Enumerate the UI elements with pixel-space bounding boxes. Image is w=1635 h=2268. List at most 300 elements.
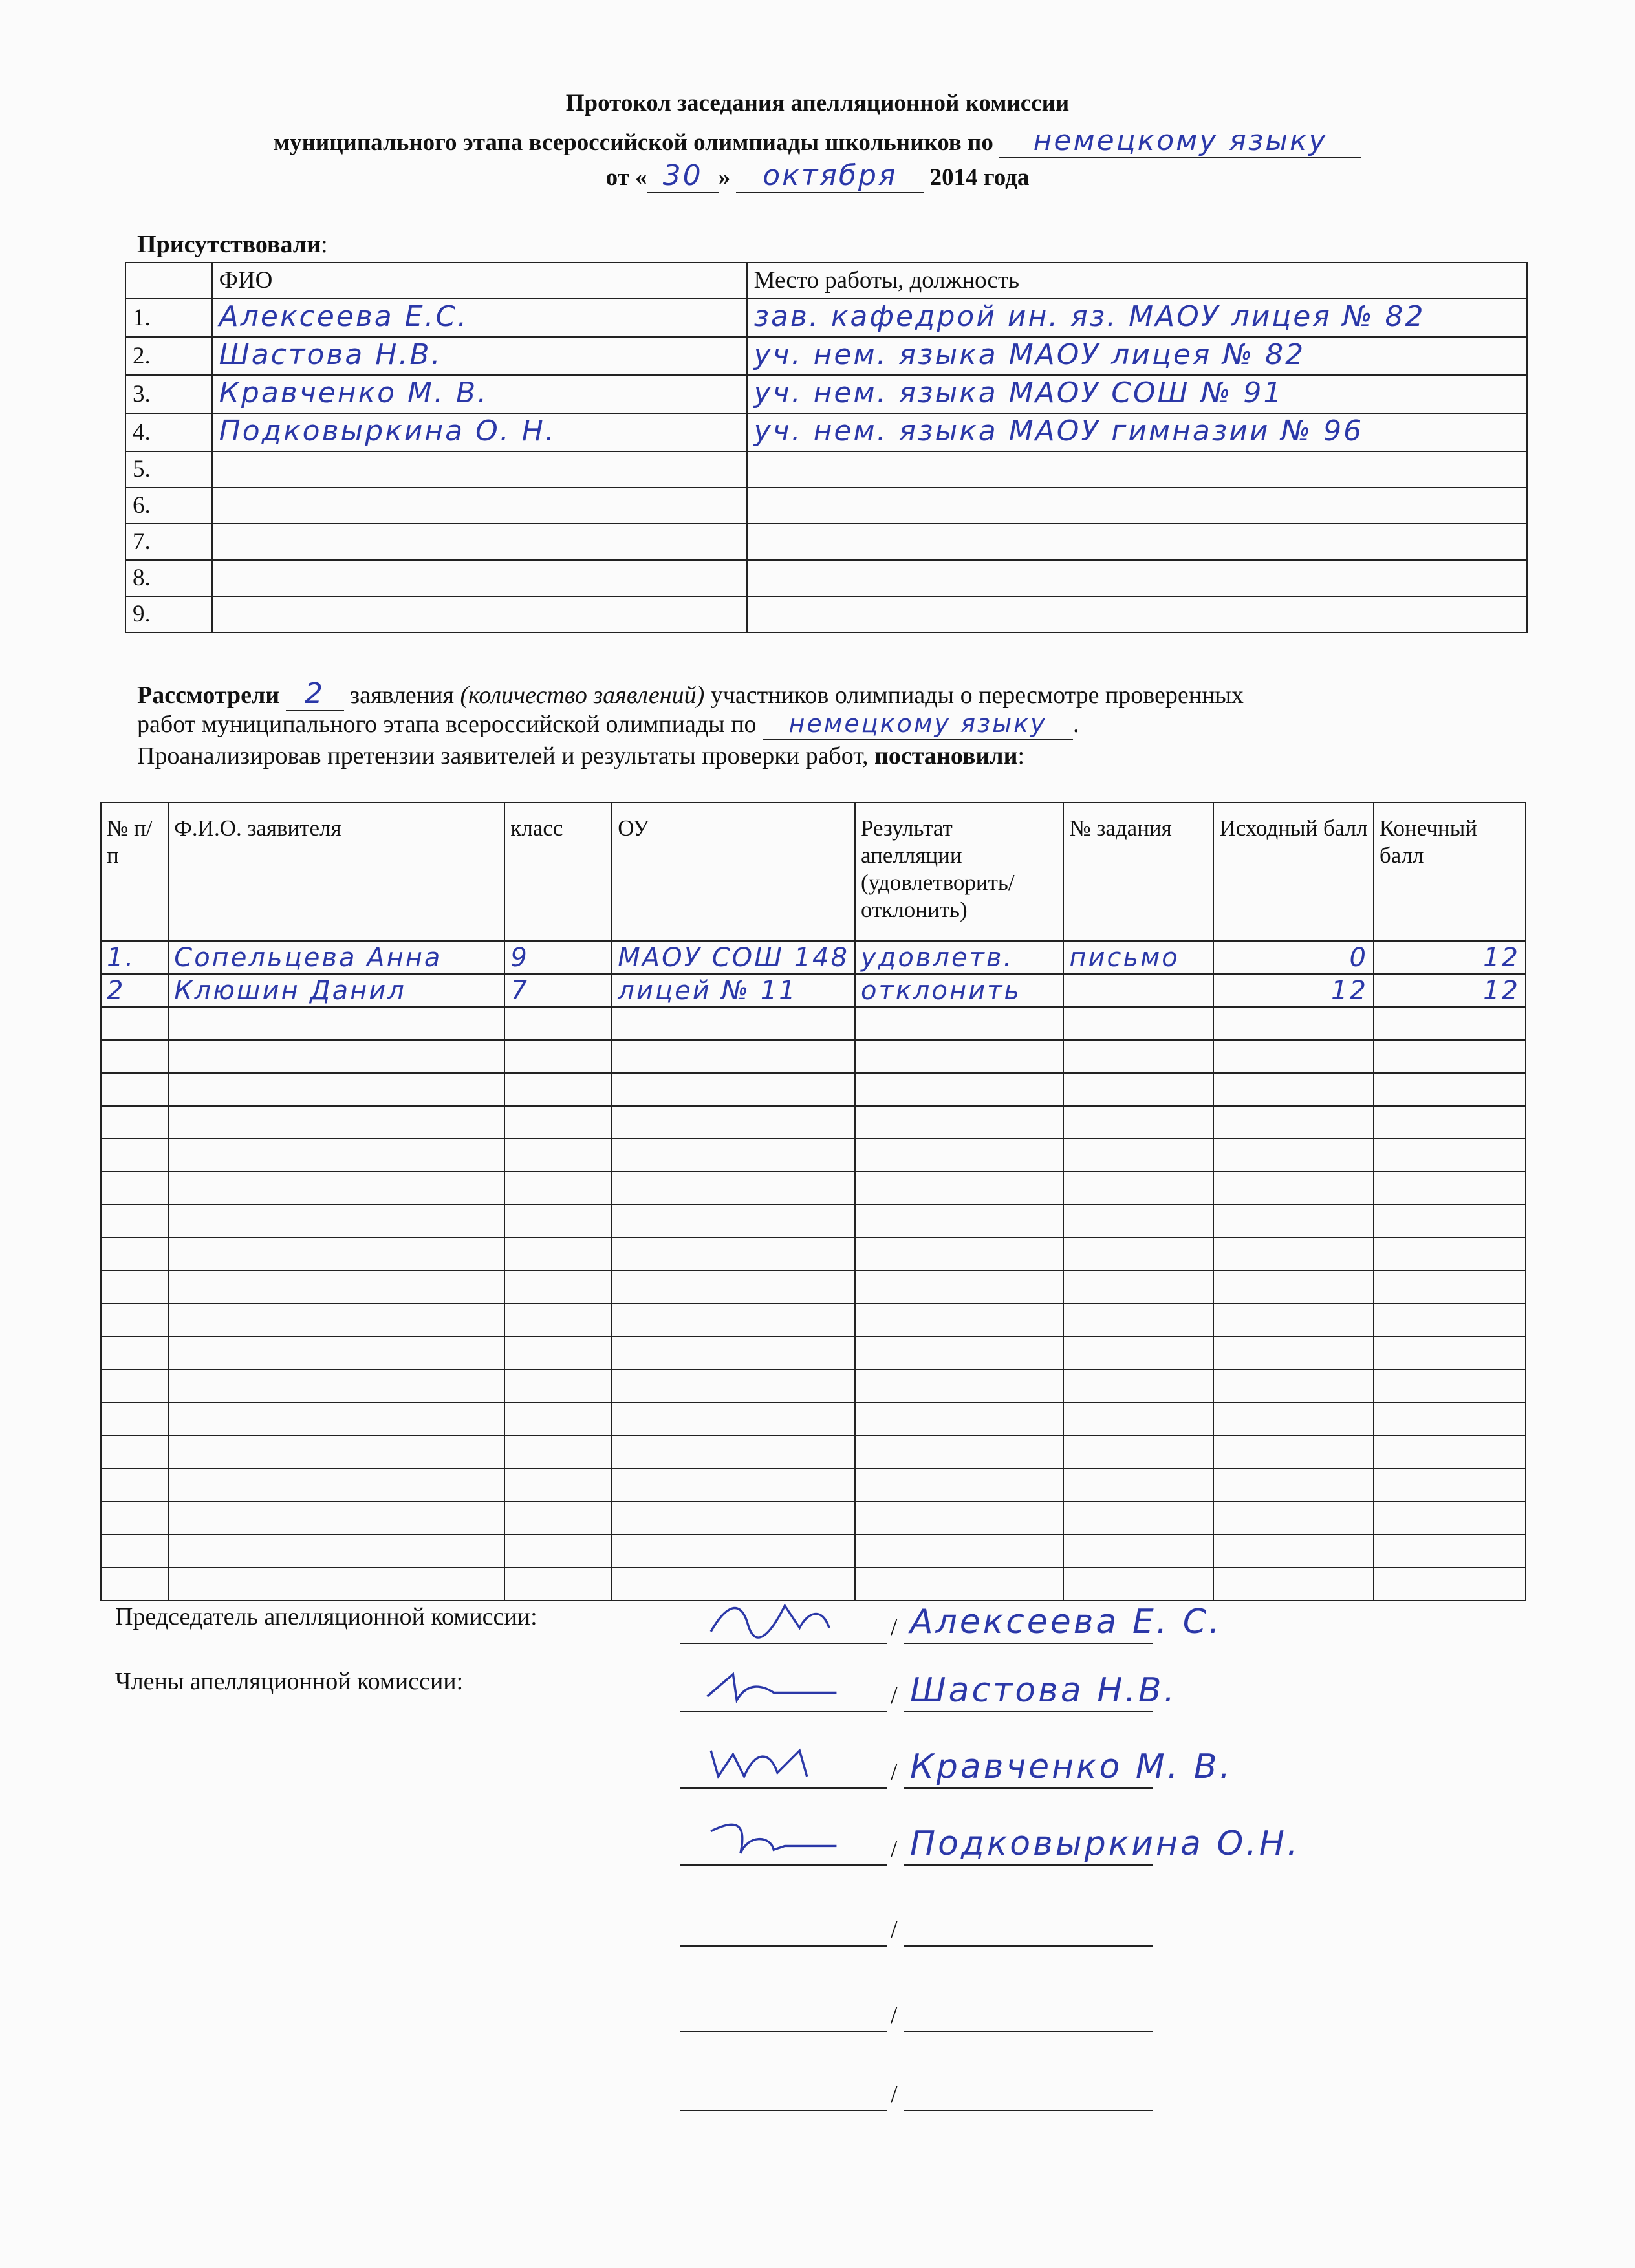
- result-num-cell: [101, 1502, 168, 1535]
- signature-slash: /: [891, 1682, 898, 1709]
- result-task-cell: [1063, 1172, 1213, 1205]
- result-fio-cell: [168, 1271, 504, 1304]
- considered-text-2-end: .: [1073, 711, 1079, 738]
- signature-row: [680, 1744, 1233, 1789]
- result-grade-cell: [504, 1502, 612, 1535]
- result-num-cell: [101, 1040, 168, 1073]
- attendee-work: [747, 451, 1527, 488]
- result-num-handwritten: 1.: [107, 942, 136, 973]
- attendee-row: [125, 375, 1527, 413]
- signature-slash: /: [891, 1835, 898, 1863]
- attendee-num: 2.: [125, 337, 212, 375]
- considered-text-a: заявления: [350, 682, 454, 709]
- attendee-fio: [212, 451, 747, 488]
- result-result-cell: [855, 1403, 1063, 1436]
- result-task-cell: [1063, 1568, 1213, 1601]
- result-final-cell: [1374, 1271, 1526, 1304]
- result-task-cell: [1063, 941, 1213, 974]
- result-initial-cell: [1213, 1139, 1373, 1172]
- result-task-cell: [1063, 1271, 1213, 1304]
- result-num-cell: [101, 1469, 168, 1502]
- result-grade-cell: [504, 1073, 612, 1106]
- signature-slash: /: [891, 1758, 898, 1786]
- signature-name-line: [904, 1597, 1222, 1644]
- result-fio-cell: [168, 1403, 504, 1436]
- result-result-cell: [855, 1568, 1063, 1601]
- attendees-header-work: Место работы, должность: [747, 263, 1527, 299]
- result-row: [101, 1073, 1526, 1106]
- result-school-handwritten: МАОУ СОШ 148: [618, 942, 849, 973]
- result-fio-cell: [168, 1304, 504, 1337]
- result-result-cell: [855, 1469, 1063, 1502]
- attendee-fio: [212, 337, 747, 375]
- result-initial-handwritten: 12: [1331, 975, 1368, 1006]
- attendee-num: 7.: [125, 524, 212, 560]
- results-header-fio: Ф.И.О. заявителя: [168, 803, 504, 941]
- considered-text-b: (количество заявлений): [460, 682, 705, 709]
- signature-name-line: [904, 1819, 1301, 1866]
- result-fio-cell: [168, 1106, 504, 1139]
- result-final-cell: [1374, 1139, 1526, 1172]
- attendee-row: [125, 451, 1527, 488]
- result-task-cell: [1063, 1007, 1213, 1040]
- subtitle-text: муниципального этапа всероссийской олимпиады школьников по: [273, 129, 993, 156]
- attendee-fio: [212, 488, 747, 524]
- attendee-row: [125, 596, 1527, 632]
- result-school-cell: [612, 1436, 855, 1469]
- result-row: [101, 1205, 1526, 1238]
- result-task-cell: [1063, 1106, 1213, 1139]
- attendee-work: [747, 560, 1527, 596]
- result-initial-cell: [1213, 1436, 1373, 1469]
- subject-field: [999, 124, 1361, 158]
- result-school-cell: [612, 974, 855, 1007]
- attendee-work: [747, 524, 1527, 560]
- month-handwritten: октября: [763, 159, 898, 192]
- result-task-cell: [1063, 1535, 1213, 1568]
- result-fio-cell: [168, 1040, 504, 1073]
- result-result-cell: [855, 1304, 1063, 1337]
- result-grade-cell: [504, 1436, 612, 1469]
- result-result-cell: [855, 1040, 1063, 1073]
- result-num-cell: [101, 974, 168, 1007]
- attendee-work: [747, 413, 1527, 451]
- attendee-fio: [212, 299, 747, 337]
- attendee-num: 1.: [125, 299, 212, 337]
- result-task-cell: [1063, 1073, 1213, 1106]
- result-initial-cell: [1213, 1337, 1373, 1370]
- result-final-cell: [1374, 1238, 1526, 1271]
- result-school-cell: [612, 941, 855, 974]
- signature-line: [680, 1666, 887, 1712]
- result-row: [101, 1337, 1526, 1370]
- result-num-cell: [101, 1238, 168, 1271]
- result-final-cell: [1374, 1304, 1526, 1337]
- attendee-work-handwritten: уч. нем. языка МАОУ гимназии № 96: [753, 415, 1364, 448]
- signature-row: [680, 1820, 1301, 1866]
- attendee-fio-handwritten: Кравченко М. В.: [219, 376, 489, 409]
- result-final-cell: [1374, 941, 1526, 974]
- result-initial-cell: [1213, 1370, 1373, 1403]
- attendee-row: [125, 524, 1527, 560]
- considered-line1: [137, 677, 1244, 711]
- signature-slash: /: [891, 2081, 898, 2108]
- attendees-table: [125, 262, 1528, 633]
- signature-name-line: [904, 2065, 1153, 2111]
- signature-name-line: [904, 1900, 1153, 1947]
- result-num-cell: [101, 1535, 168, 1568]
- result-task-cell: [1063, 1304, 1213, 1337]
- result-school-cell: [612, 1040, 855, 1073]
- result-num-cell: [101, 1304, 168, 1337]
- result-row: [101, 1535, 1526, 1568]
- attendee-work-handwritten: уч. нем. языка МАОУ лицея № 82: [753, 338, 1306, 371]
- result-final-cell: [1374, 1040, 1526, 1073]
- result-grade-cell: [504, 1040, 612, 1073]
- signature-row: [680, 2066, 1153, 2111]
- considered-text-2: работ муниципального этапа всероссийской олимпиады по: [137, 711, 757, 738]
- result-result-cell: [855, 1535, 1063, 1568]
- result-num-cell: [101, 1172, 168, 1205]
- result-num-cell: [101, 1337, 168, 1370]
- resolved-bold: постановили: [874, 742, 1018, 770]
- subject-handwritten: немецкому языку: [1033, 124, 1328, 157]
- result-initial-cell: [1213, 1271, 1373, 1304]
- result-num-handwritten: 2: [107, 975, 125, 1006]
- result-initial-cell: [1213, 1172, 1373, 1205]
- result-initial-cell: [1213, 1535, 1373, 1568]
- attendee-fio: [212, 596, 747, 632]
- result-row: [101, 1172, 1526, 1205]
- result-fio-cell: [168, 1436, 504, 1469]
- results-header-school: ОУ: [612, 803, 855, 941]
- result-task-cell: [1063, 1403, 1213, 1436]
- signature-line: [680, 1597, 887, 1644]
- result-row: [101, 1304, 1526, 1337]
- signature-name-handwritten: Кравченко М. В.: [910, 1747, 1233, 1786]
- result-school-cell: [612, 1205, 855, 1238]
- result-row: [101, 1007, 1526, 1040]
- result-grade-cell: [504, 1337, 612, 1370]
- signature-slash: /: [891, 1614, 898, 1641]
- result-result-cell: [855, 1436, 1063, 1469]
- result-num-cell: [101, 1403, 168, 1436]
- result-result-handwritten: удовлетв.: [861, 942, 1014, 973]
- result-final-handwritten: 12: [1483, 975, 1520, 1006]
- protocol-title: Протокол заседания апелляционной комиссии: [565, 90, 1070, 116]
- result-final-cell: [1374, 1502, 1526, 1535]
- results-table: [100, 802, 1526, 1601]
- signature-name-handwritten: Подковыркина О.Н.: [910, 1824, 1301, 1863]
- protocol-subtitle: [0, 124, 1635, 158]
- result-school-handwritten: лицей № 11: [618, 975, 797, 1006]
- result-school-cell: [612, 1238, 855, 1271]
- result-final-cell: [1374, 1370, 1526, 1403]
- attendee-fio-handwritten: Алексеева Е.С.: [219, 300, 469, 333]
- month-field: [736, 159, 924, 193]
- result-initial-cell: [1213, 1238, 1373, 1271]
- attendee-row: [125, 337, 1527, 375]
- result-final-cell: [1374, 1403, 1526, 1436]
- signature-line: [680, 1900, 887, 1947]
- result-final-cell: [1374, 1337, 1526, 1370]
- result-row: [101, 1238, 1526, 1271]
- result-result-cell: [855, 1139, 1063, 1172]
- signature-scribble-icon: [693, 1591, 861, 1643]
- result-fio-cell: [168, 1469, 504, 1502]
- result-result-cell: [855, 1502, 1063, 1535]
- result-result-cell: [855, 941, 1063, 974]
- result-final-handwritten: 12: [1483, 942, 1520, 973]
- results-header-num: № п/п: [101, 803, 168, 941]
- attendees-header-num: [125, 263, 212, 299]
- result-grade-handwritten: 9: [510, 942, 529, 973]
- attendee-work: [747, 337, 1527, 375]
- result-result-handwritten: отклонить: [861, 975, 1021, 1006]
- result-initial-cell: [1213, 1568, 1373, 1601]
- result-result-cell: [855, 1337, 1063, 1370]
- result-fio-cell: [168, 974, 504, 1007]
- result-row: [101, 1040, 1526, 1073]
- attendee-num: 6.: [125, 488, 212, 524]
- result-task-cell: [1063, 1469, 1213, 1502]
- result-num-cell: [101, 1073, 168, 1106]
- result-school-cell: [612, 1073, 855, 1106]
- considered-text-c: участников олимпиады о пересмотре проверенных: [710, 682, 1244, 709]
- result-school-cell: [612, 1271, 855, 1304]
- attendee-work: [747, 375, 1527, 413]
- result-fio-cell: [168, 1139, 504, 1172]
- result-initial-cell: [1213, 1403, 1373, 1436]
- result-grade-cell: [504, 1304, 612, 1337]
- results-header-initial: Исходный балл: [1213, 803, 1373, 941]
- result-fio-handwritten: Клюшин Данил: [174, 975, 406, 1006]
- result-final-cell: [1374, 1007, 1526, 1040]
- result-final-cell: [1374, 1568, 1526, 1601]
- result-grade-cell: [504, 1172, 612, 1205]
- result-num-cell: [101, 1106, 168, 1139]
- result-grade-cell: [504, 1139, 612, 1172]
- result-result-cell: [855, 1073, 1063, 1106]
- result-final-cell: [1374, 1172, 1526, 1205]
- result-fio-cell: [168, 1370, 504, 1403]
- result-initial-cell: [1213, 974, 1373, 1007]
- result-num-cell: [101, 941, 168, 974]
- attendee-work: [747, 488, 1527, 524]
- result-fio-cell: [168, 1007, 504, 1040]
- results-header-result: Результат апелляции (удовлетворить/ отклонить): [855, 803, 1063, 941]
- result-initial-cell: [1213, 1073, 1373, 1106]
- attendee-fio: [212, 413, 747, 451]
- result-final-cell: [1374, 1469, 1526, 1502]
- result-row: [101, 1370, 1526, 1403]
- signature-slash: /: [891, 1916, 898, 1943]
- signature-row: [680, 1901, 1153, 1947]
- day-handwritten: 30: [662, 159, 703, 192]
- result-task-cell: [1063, 974, 1213, 1007]
- result-row: [101, 1469, 1526, 1502]
- result-school-cell: [612, 1304, 855, 1337]
- result-num-cell: [101, 1139, 168, 1172]
- signature-name-line: [904, 1666, 1178, 1712]
- signature-slash: /: [891, 2002, 898, 2029]
- result-result-cell: [855, 1370, 1063, 1403]
- result-final-cell: [1374, 974, 1526, 1007]
- results-header-grade: класс: [504, 803, 612, 941]
- result-fio-handwritten: Сопельцева Анна: [174, 942, 442, 973]
- result-grade-cell: [504, 974, 612, 1007]
- result-result-cell: [855, 1205, 1063, 1238]
- result-school-cell: [612, 1403, 855, 1436]
- result-initial-cell: [1213, 1469, 1373, 1502]
- attendee-fio-handwritten: Подковыркина О. Н.: [219, 415, 556, 448]
- count-field: [286, 677, 344, 711]
- result-school-cell: [612, 1502, 855, 1535]
- considered-bold: Рассмотрели: [137, 682, 280, 709]
- result-school-cell: [612, 1007, 855, 1040]
- result-grade-cell: [504, 1469, 612, 1502]
- result-row: [101, 1502, 1526, 1535]
- result-task-cell: [1063, 1370, 1213, 1403]
- result-result-cell: [855, 1172, 1063, 1205]
- result-task-cell: [1063, 1205, 1213, 1238]
- result-fio-cell: [168, 941, 504, 974]
- attendees-label: Присутствовали:: [137, 231, 328, 258]
- result-grade-cell: [504, 1271, 612, 1304]
- attendee-fio-handwritten: Шастова Н.В.: [219, 338, 442, 371]
- result-grade-cell: [504, 1370, 612, 1403]
- signature-scribble-icon: [693, 1813, 861, 1864]
- subject-field-2: [763, 709, 1073, 740]
- result-row: [101, 1106, 1526, 1139]
- result-grade-cell: [504, 1568, 612, 1601]
- signature-row: [680, 1599, 1222, 1644]
- result-task-cell: [1063, 1436, 1213, 1469]
- protocol-date: [0, 159, 1635, 193]
- result-num-cell: [101, 1271, 168, 1304]
- signature-name-line: [904, 1985, 1153, 2032]
- result-row: [101, 1271, 1526, 1304]
- result-grade-cell: [504, 1007, 612, 1040]
- results-header-row: [101, 803, 1526, 941]
- signature-row: [680, 1667, 1178, 1712]
- result-num-cell: [101, 1436, 168, 1469]
- result-grade-cell: [504, 1205, 612, 1238]
- day-field: [647, 159, 719, 193]
- result-num-cell: [101, 1007, 168, 1040]
- considered-line3: [137, 742, 1024, 770]
- signature-line: [680, 1819, 887, 1866]
- chair-label: Председатель апелляционной комиссии:: [115, 1603, 537, 1630]
- attendee-work-handwritten: уч. нем. языка МАОУ СОШ № 91: [753, 376, 1284, 409]
- result-task-cell: [1063, 1139, 1213, 1172]
- attendee-num: 4.: [125, 413, 212, 451]
- date-prefix: от «: [605, 164, 647, 191]
- result-result-cell: [855, 1271, 1063, 1304]
- attendee-fio: [212, 560, 747, 596]
- result-result-cell: [855, 1007, 1063, 1040]
- result-grade-cell: [504, 1238, 612, 1271]
- signature-line: [680, 1985, 887, 2032]
- result-row: [101, 1139, 1526, 1172]
- result-grade-handwritten: 7: [510, 975, 529, 1006]
- result-task-cell: [1063, 1238, 1213, 1271]
- considered-line2: [137, 709, 1079, 740]
- result-fio-cell: [168, 1238, 504, 1271]
- signature-line: [680, 1742, 887, 1789]
- result-row: [101, 1403, 1526, 1436]
- result-result-cell: [855, 1106, 1063, 1139]
- considered-text-3: Проанализировав претензии заявителей и результаты проверки работ,: [137, 742, 869, 770]
- result-task-cell: [1063, 1337, 1213, 1370]
- attendee-num: 3.: [125, 375, 212, 413]
- result-initial-cell: [1213, 1007, 1373, 1040]
- result-final-cell: [1374, 1205, 1526, 1238]
- result-row: [101, 974, 1526, 1007]
- result-school-cell: [612, 1469, 855, 1502]
- result-initial-cell: [1213, 1106, 1373, 1139]
- result-task-cell: [1063, 1502, 1213, 1535]
- result-num-cell: [101, 1205, 168, 1238]
- signature-scribble-icon: [693, 1659, 861, 1711]
- date-mid: »: [718, 164, 731, 191]
- attendee-num: 8.: [125, 560, 212, 596]
- result-initial-cell: [1213, 1304, 1373, 1337]
- signature-name-line: [904, 1742, 1233, 1789]
- result-fio-cell: [168, 1073, 504, 1106]
- result-task-cell: [1063, 1040, 1213, 1073]
- result-task-handwritten: письмо: [1069, 942, 1180, 973]
- subject-handwritten-2: немецкому языку: [788, 709, 1047, 738]
- members-label: Члены апелляционной комиссии:: [115, 1668, 464, 1695]
- result-school-cell: [612, 1535, 855, 1568]
- result-fio-cell: [168, 1337, 504, 1370]
- result-grade-cell: [504, 1535, 612, 1568]
- signature-scribble-icon: [693, 1736, 861, 1787]
- result-num-cell: [101, 1370, 168, 1403]
- attendee-fio: [212, 524, 747, 560]
- result-school-cell: [612, 1172, 855, 1205]
- result-fio-cell: [168, 1205, 504, 1238]
- result-initial-handwritten: 0: [1349, 942, 1368, 973]
- signature-name-handwritten: Шастова Н.В.: [910, 1671, 1178, 1710]
- result-initial-cell: [1213, 1205, 1373, 1238]
- result-grade-cell: [504, 1106, 612, 1139]
- considered-text-3-end: :: [1017, 742, 1025, 770]
- result-fio-cell: [168, 1172, 504, 1205]
- attendees-header-fio: ФИО: [212, 263, 747, 299]
- result-row: [101, 1436, 1526, 1469]
- result-final-cell: [1374, 1436, 1526, 1469]
- result-result-cell: [855, 974, 1063, 1007]
- year-suffix: 2014 года: [929, 164, 1030, 191]
- result-num-cell: [101, 1568, 168, 1601]
- result-fio-cell: [168, 1535, 504, 1568]
- result-school-cell: [612, 1106, 855, 1139]
- signature-line: [680, 2065, 887, 2111]
- result-final-cell: [1374, 1535, 1526, 1568]
- attendee-work: [747, 596, 1527, 632]
- attendee-row: [125, 413, 1527, 451]
- result-final-cell: [1374, 1106, 1526, 1139]
- result-school-cell: [612, 1337, 855, 1370]
- attendee-work: [747, 299, 1527, 337]
- result-grade-cell: [504, 941, 612, 974]
- results-header-final: Конечный балл: [1374, 803, 1526, 941]
- attendee-row: [125, 488, 1527, 524]
- attendee-fio: [212, 375, 747, 413]
- result-grade-cell: [504, 1403, 612, 1436]
